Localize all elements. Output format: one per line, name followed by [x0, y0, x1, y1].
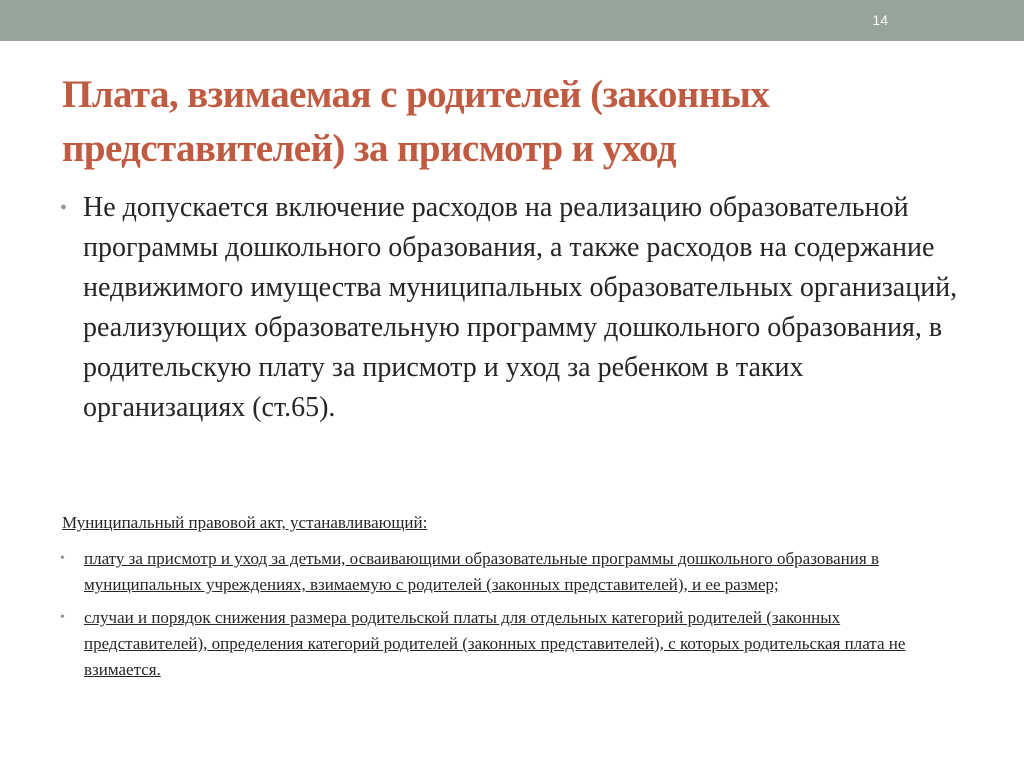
top-bar	[0, 0, 1024, 41]
main-bullet-text: Не допускается включение расходов на реализацию образовательной программы дошкольного образования, а также расходов на содержание недвижимого имущества муниципальных образовательных организаций, реализующих образовательную программу дошкольного образования, в родительскую плату за присмотр и уход за ребенком в таких организациях (ст.65).	[83, 192, 958, 423]
sub-bullet-item	[60, 546, 940, 598]
bullet-icon: •	[60, 610, 65, 625]
sub-heading: Муниципальный правовой акт, устанавливающий:	[62, 513, 428, 532]
slide-number: 14	[872, 12, 888, 28]
bullet-icon: •	[60, 551, 65, 566]
slide-title: Плата, взимаемая с родителей (законных представителей) за присмотр и уход	[62, 73, 770, 170]
main-bullet-item	[60, 188, 960, 428]
sub-bullet-text: случаи и порядок снижения размера родительской платы для отдельных категорий родителей (законных представителей), определения категорий родителей (законных представителей), с которых родительская плата не взимается.	[84, 608, 906, 679]
bullet-icon: •	[60, 197, 68, 219]
sub-bullet-text: плату за присмотр и уход за детьми, осваивающими образовательные программы дошкольного образования в муниципальных учреждениях, взимаемую с родителей (законных представителей), и ее размер;	[84, 549, 879, 594]
sub-bullet-list	[60, 546, 940, 690]
main-bullet-list	[60, 188, 960, 428]
sub-bullet-item	[60, 605, 940, 683]
